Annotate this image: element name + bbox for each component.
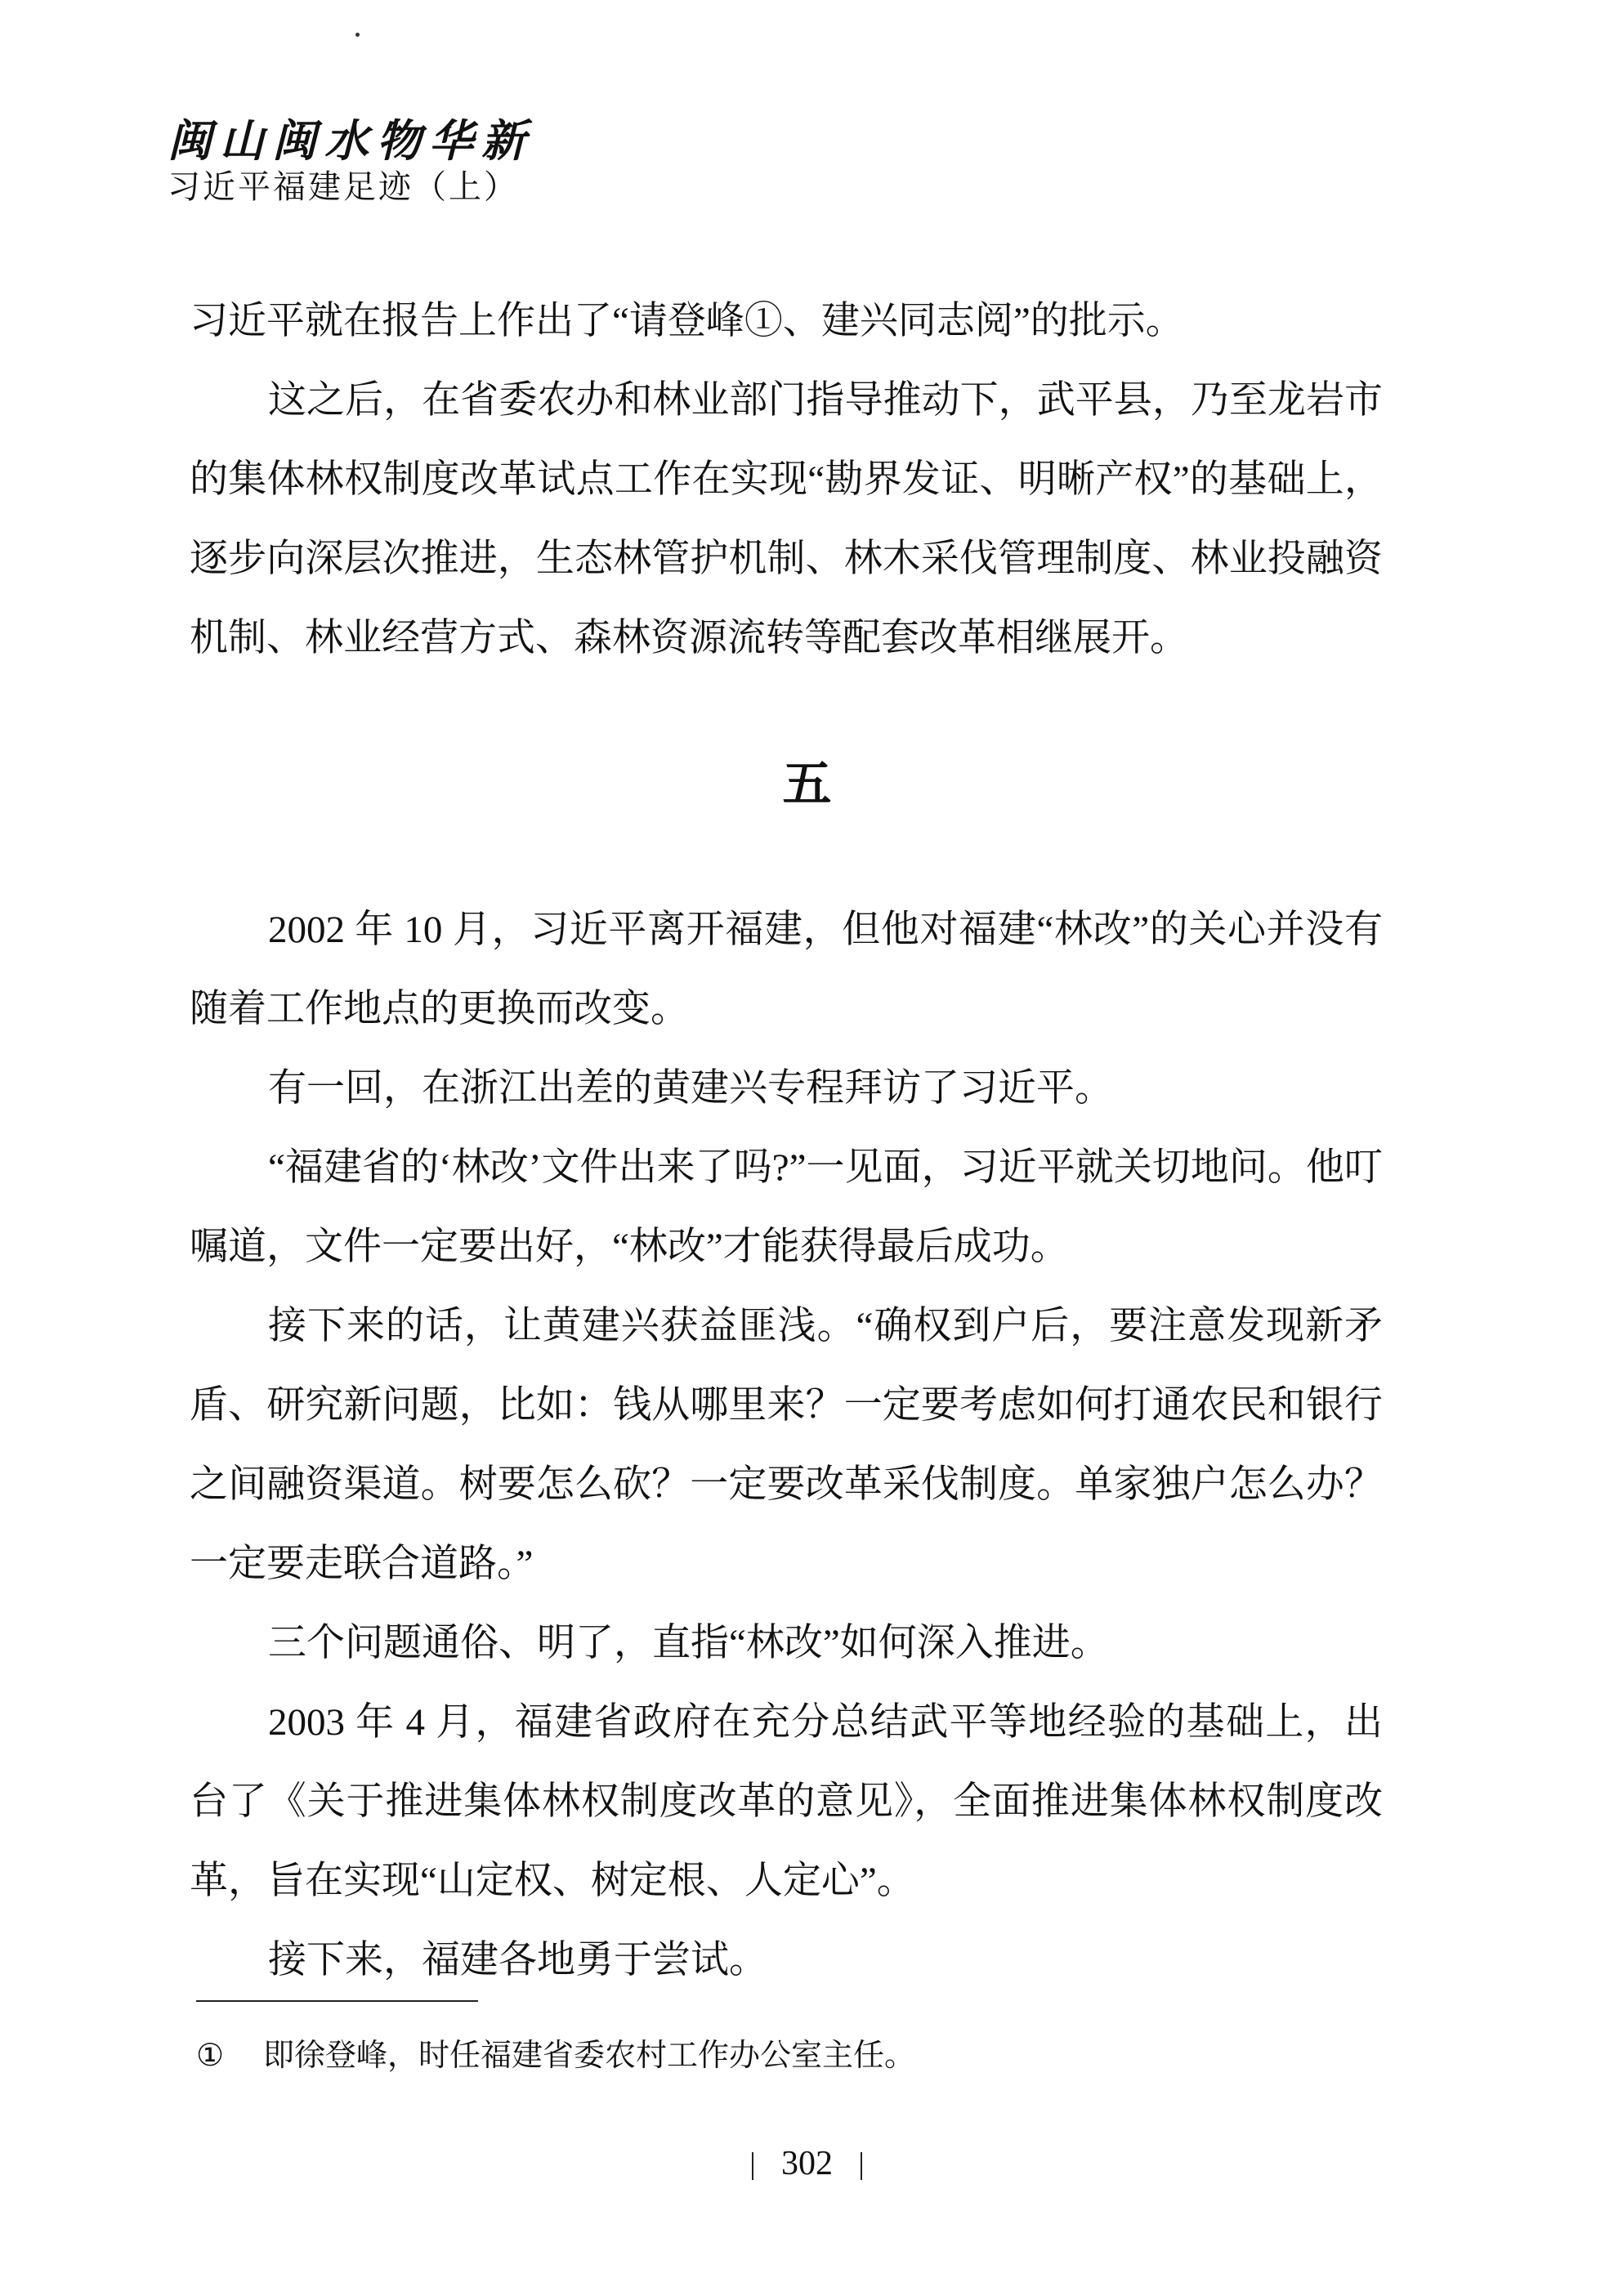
book-subtitle: 习近平福建足迹（上） bbox=[168, 168, 519, 205]
section-heading: 五 bbox=[782, 757, 832, 811]
folio-bar-left bbox=[752, 2152, 753, 2180]
paragraph: 习近平就在报告上作出了“请登峰①、建兴同志阅”的批示。 bbox=[190, 300, 1184, 342]
print-speck bbox=[355, 33, 360, 37]
footnote-divider bbox=[196, 2000, 478, 2002]
folio-bar-right bbox=[861, 2152, 862, 2180]
body-text-after-section bbox=[190, 891, 1383, 2000]
paragraph: “福建省的‘林改’文件出来了吗?”一见面，习近平就关切地问。他叮嘱道，文件一定要出好，“林改”才能获得最后成功。 bbox=[190, 1146, 1383, 1268]
book-title: 闽山闽水物华新 bbox=[168, 114, 534, 167]
footnote-marker: ① bbox=[196, 2039, 225, 2073]
paragraph: 接下来的话，让黄建兴获益匪浅。“确权到户后，要注意发现新矛盾、研究新问题，比如：钱从哪里来？一定要考虑如何打通农民和银行之间融资渠道。树要怎么砍？一定要改革采伐制度。单家独户怎么办？一定要走联合道路。” bbox=[190, 1305, 1383, 1585]
paragraph: 有一回，在浙江出差的黄建兴专程拜访了习近平。 bbox=[268, 1067, 1113, 1110]
body-text-before-section bbox=[190, 282, 1383, 678]
footnote-text: 即徐登峰，时任福建省委农村工作办公室主任。 bbox=[263, 2039, 916, 2073]
paragraph: 这之后，在省委农办和林业部门指导推动下，武平县，乃至龙岩市的集体林权制度改革试点工作在实现“勘界发证、明晰产权”的基础上，逐步向深层次推进，生态林管护机制、林木采伐管理制度、林业投融资机制、林业经营方式、森林资源流转等配套改革相继展开。 bbox=[190, 379, 1383, 659]
page-number-block bbox=[0, 2141, 1614, 2187]
page-number: 302 bbox=[781, 2145, 833, 2182]
paragraph: 三个问题通俗、明了，直指“林改”如何深入推进。 bbox=[268, 1622, 1109, 1664]
paragraph: 接下来，福建各地勇于尝试。 bbox=[268, 1939, 767, 1981]
running-head bbox=[168, 114, 534, 208]
footnote bbox=[196, 2033, 1389, 2079]
paragraph: 2002 年 10 月，习近平离开福建，但他对福建“林改”的关心并没有随着工作地点的更换而改变。 bbox=[190, 909, 1383, 1030]
paragraph: 2003 年 4 月，福建省政府在充分总结武平等地经验的基础上，出台了《关于推进集体林权制度改革的意见》，全面推进集体林权制度改革，旨在实现“山定权、树定根、人定心”。 bbox=[190, 1701, 1383, 1902]
